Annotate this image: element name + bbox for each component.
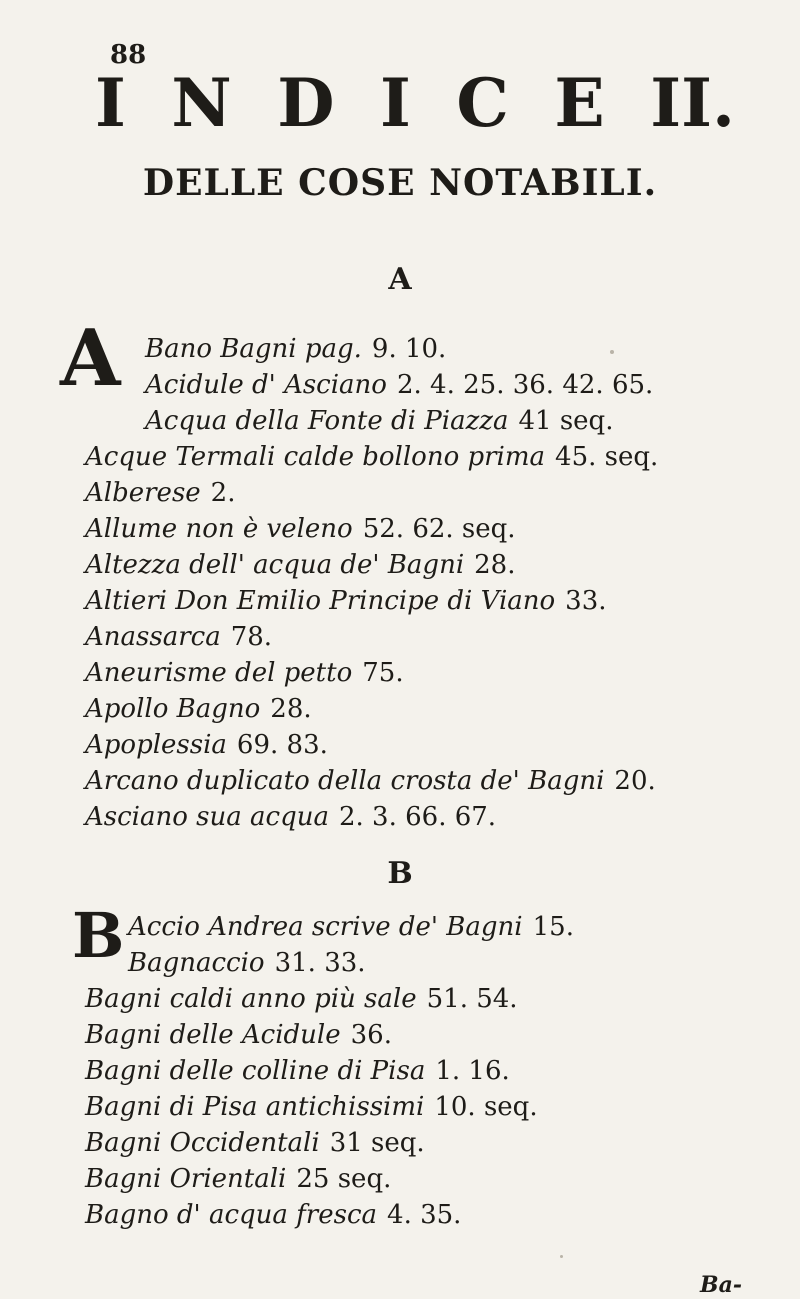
index-entry <box>128 914 574 940</box>
title-letter: I <box>95 64 126 142</box>
entry-ref: 1. 16. <box>435 1056 510 1086</box>
index-entry <box>85 732 328 758</box>
entry-ref: 20. <box>614 766 656 796</box>
entry-text: Bano Bagni pag. <box>145 334 362 364</box>
index-entry <box>85 480 235 506</box>
entry-text: Aneurisme del petto <box>85 658 353 688</box>
entry-ref: 78. <box>230 622 273 652</box>
entry-ref: 69. 83. <box>236 730 328 760</box>
entry-text: Bagni Orientali <box>85 1164 287 1194</box>
entry-text: Acque Termali calde bollono prima <box>85 442 546 472</box>
index-entry <box>85 804 496 830</box>
entry-text: Bagni delle colline di Pisa <box>85 1056 426 1086</box>
paper-speck <box>560 1255 563 1258</box>
entry-ref: 36. <box>350 1020 392 1050</box>
entry-text: Asciano sua acqua <box>85 802 329 832</box>
entry-ref: 10. seq. <box>434 1092 538 1122</box>
entry-text: Bagni delle Acidule <box>85 1020 341 1050</box>
index-entry <box>85 768 656 794</box>
drop-cap-a: A <box>60 313 121 404</box>
subtitle: DELLE COSE NOTABILI. <box>142 162 658 204</box>
entry-ref: 31 seq. <box>329 1128 425 1158</box>
entry-text: Arcano duplicato della crosta de' Bagni <box>85 766 605 796</box>
index-entry <box>128 950 366 976</box>
entry-text: Accio Andrea scrive de' Bagni <box>128 912 523 942</box>
title-letter: D <box>277 64 335 142</box>
entry-text: Acqua della Fonte di Piazza <box>145 406 509 436</box>
index-entry <box>85 444 658 470</box>
entry-ref: 31. 33. <box>274 948 366 978</box>
section-heading-b: B <box>387 856 413 891</box>
index-entry <box>85 696 312 722</box>
index-entry <box>145 408 613 434</box>
entry-text: Altieri Don Emilio Principe di Viano <box>85 586 556 616</box>
entry-text: Apoplessia <box>85 730 227 760</box>
index-entry <box>85 660 404 686</box>
entry-text: Allume non è veleno <box>85 514 353 544</box>
entry-ref: 75. <box>362 658 404 688</box>
index-entry <box>85 1166 391 1192</box>
entry-text: Alberese <box>85 478 201 508</box>
index-entry <box>85 516 516 542</box>
index-entry <box>145 372 653 398</box>
entry-ref: 2. <box>210 478 236 508</box>
section-heading-a: A <box>388 262 412 297</box>
index-entry <box>85 552 516 578</box>
catchword: Ba- <box>700 1272 742 1298</box>
entry-ref: 33. <box>565 586 607 616</box>
entry-text: Acidule d' Asciano <box>145 370 387 400</box>
index-entry <box>85 986 518 1012</box>
entry-ref: 15. <box>532 912 574 942</box>
entry-text: Bagno d' acqua fresca <box>85 1200 378 1230</box>
index-entry <box>85 624 272 650</box>
entry-ref: 2. 3. 66. 67. <box>338 802 497 832</box>
entry-text: Altezza dell' acqua de' Bagni <box>85 550 465 580</box>
entry-ref: 28. <box>270 694 312 724</box>
entry-text: Bagni Occidentali <box>85 1128 320 1158</box>
entry-text: Anassarca <box>85 622 221 652</box>
index-title <box>95 64 735 142</box>
page-number: 88 <box>110 40 147 70</box>
entry-ref: 28. <box>474 550 516 580</box>
entry-ref: 41 seq. <box>518 406 614 436</box>
index-entry <box>85 1022 392 1048</box>
paper-speck <box>610 350 614 354</box>
entry-ref: 52. 62. seq. <box>362 514 516 544</box>
entry-text: Bagnaccio <box>128 948 265 978</box>
title-letter: E <box>554 64 605 142</box>
entry-ref: 45. seq. <box>555 442 659 472</box>
index-entry <box>85 1202 461 1228</box>
index-entry <box>145 336 446 362</box>
entry-text: Bagni caldi anno più sale <box>85 984 417 1014</box>
index-entry <box>85 588 607 614</box>
entry-ref: 51. 54. <box>426 984 518 1014</box>
entry-ref: 9. 10. <box>371 334 447 364</box>
entry-text: Bagni di Pisa antichissimi <box>85 1092 425 1122</box>
title-letter: II. <box>650 64 735 142</box>
drop-cap-b: B <box>72 899 125 972</box>
title-letter: N <box>171 64 232 142</box>
entry-ref: 4. 35. <box>387 1200 462 1230</box>
index-entry <box>85 1130 425 1156</box>
title-letter: I <box>379 64 411 142</box>
index-entry <box>85 1058 510 1084</box>
entry-ref: 25 seq. <box>296 1164 392 1194</box>
entry-text: Apollo Bagno <box>85 694 261 724</box>
entry-ref: 2. 4. 25. 36. 42. 65. <box>396 370 654 400</box>
title-letter: C <box>456 64 509 142</box>
index-entry <box>85 1094 538 1120</box>
